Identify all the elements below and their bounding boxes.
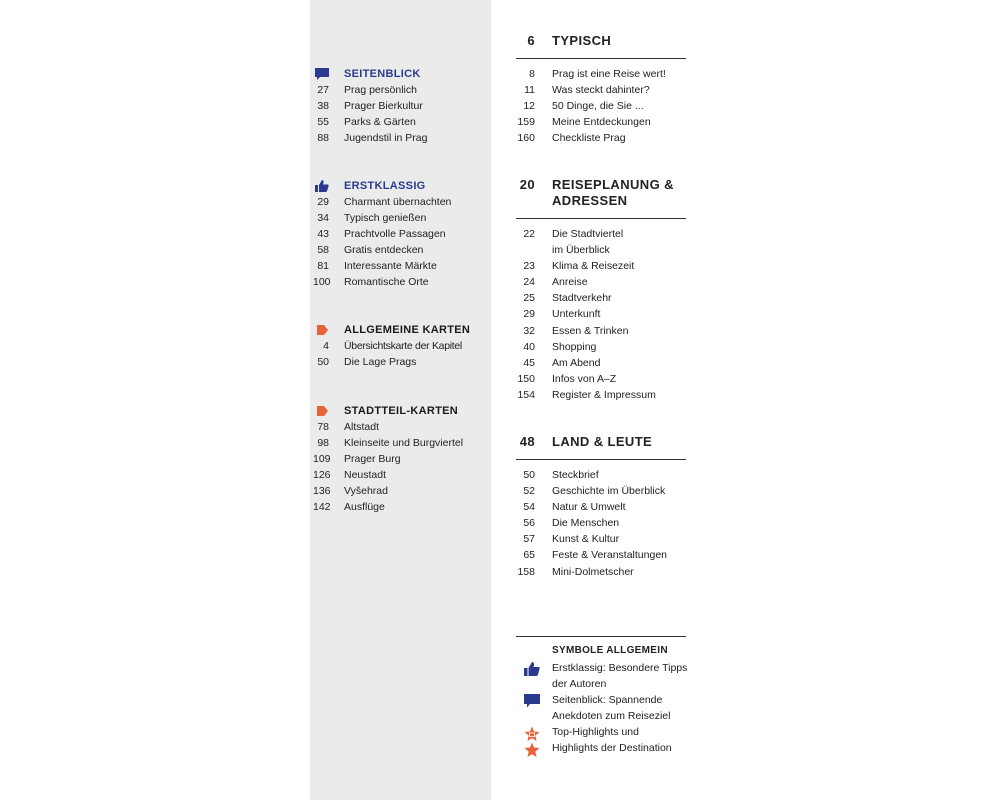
chapter-page-number: 20 [519, 177, 535, 192]
chapter-land-leute [516, 434, 686, 450]
list-item[interactable] [516, 290, 686, 306]
page-number: 98 [317, 437, 329, 450]
item-label: Meine Entdeckungen [552, 116, 651, 129]
item-label: Charmant übernachten [344, 196, 452, 208]
star-icon [524, 742, 540, 758]
chapter-title: TYPISCH [552, 33, 612, 48]
list-item[interactable] [516, 531, 686, 547]
list-item[interactable] [313, 226, 488, 242]
item-label: Feste & Veranstaltungen [552, 549, 667, 562]
item-label: Romantische Orte [344, 276, 429, 289]
page-number: 32 [523, 324, 535, 337]
list-item[interactable] [313, 114, 488, 130]
list-item[interactable] [313, 338, 488, 354]
page-number: 4 [323, 340, 329, 352]
page-number: 34 [317, 212, 329, 225]
list-item[interactable] [516, 82, 686, 98]
list-item[interactable] [313, 130, 488, 146]
page-number: 78 [317, 421, 329, 433]
item-label: Essen & Trinken [552, 324, 629, 337]
section-title: SEITENBLICK [344, 68, 421, 80]
list-item[interactable] [313, 98, 488, 114]
item-label: Ausflüge [344, 501, 385, 514]
item-label: Prag ist eine Reise wert! [552, 68, 666, 80]
page-number: 150 [517, 372, 535, 385]
list-item[interactable] [516, 130, 686, 146]
page-number: 136 [313, 485, 331, 498]
item-label: Klima & Reisezeit [552, 260, 635, 273]
item-label: Infos von A–Z [552, 372, 617, 385]
item-label: Die Lage Prags [344, 356, 417, 369]
list-item[interactable] [313, 274, 488, 290]
item-label: 50 Dinge, die Sie ... [552, 100, 644, 113]
item-label: Parks & Gärten [344, 116, 416, 129]
legend-text-line: Highlights der Destination [552, 742, 672, 754]
section-title: ALLGEMEINE KARTEN [344, 324, 471, 336]
chapter-typisch [516, 33, 686, 49]
item-label: Anreise [552, 276, 588, 289]
page-number: 8 [529, 68, 535, 80]
chapter-divider [516, 218, 686, 219]
item-label: Register & Impressum [552, 388, 656, 401]
map-tag-icon [315, 324, 329, 336]
list-item[interactable] [516, 564, 686, 580]
list-item[interactable] [516, 499, 686, 515]
legend-text-line: Anekdoten zum Reiseziel [552, 710, 671, 722]
page-number: 25 [523, 292, 535, 305]
page-number: 23 [523, 260, 535, 273]
item-label: im Überblick [552, 244, 610, 257]
page-number: 65 [523, 549, 535, 562]
section-header [313, 322, 488, 338]
speech-bubble-icon [315, 68, 329, 80]
list-item[interactable] [516, 306, 686, 322]
item-label: Am Abend [552, 356, 601, 369]
map-tag-icon [315, 405, 329, 417]
item-label: Prager Bierkultur [344, 100, 423, 113]
item-label: Unterkunft [552, 308, 601, 321]
chapter-page-number: 48 [519, 434, 535, 449]
section-header [313, 66, 488, 82]
page-number: 54 [523, 501, 535, 514]
section-title: ERSTKLASSIG [344, 180, 426, 192]
item-label: Checkliste Prag [552, 132, 626, 145]
page-number: 50 [317, 356, 329, 369]
chapter-divider [516, 58, 686, 59]
page-number: 52 [523, 485, 535, 498]
list-item[interactable] [516, 242, 686, 258]
page-number: 50 [523, 469, 535, 481]
item-label: Kunst & Kultur [552, 533, 620, 546]
chapter-header[interactable] [516, 177, 686, 209]
list-item[interactable] [516, 355, 686, 371]
page-number: 55 [317, 116, 329, 129]
item-label: Interessante Märkte [344, 260, 437, 273]
page-number: 43 [317, 228, 329, 241]
page-number: 154 [517, 388, 535, 401]
page-number: 57 [523, 533, 535, 546]
list-item[interactable] [516, 114, 686, 130]
page-number: 100 [313, 276, 331, 289]
list-item[interactable] [313, 354, 488, 370]
page-number: 159 [517, 116, 535, 129]
page-number: 142 [313, 501, 331, 514]
list-item[interactable] [516, 226, 686, 242]
page-number: 158 [517, 565, 535, 578]
list-item[interactable] [313, 210, 488, 226]
legend-text-line: der Autoren [552, 678, 607, 690]
thumbs-up-icon [315, 180, 329, 192]
list-item[interactable] [516, 483, 686, 499]
page-number: 38 [317, 100, 329, 113]
sidebar-section-allgemeine-karten [313, 322, 488, 370]
list-item[interactable] [516, 547, 686, 563]
chapter-divider [516, 459, 686, 460]
list-item[interactable] [313, 194, 488, 210]
page-number: 160 [517, 132, 535, 145]
list-item[interactable] [516, 515, 686, 531]
list-item[interactable] [313, 499, 488, 515]
item-label: Altstadt [344, 421, 380, 433]
page-number: 126 [313, 469, 331, 482]
list-item[interactable] [516, 323, 686, 339]
page-number: 29 [317, 196, 329, 208]
list-item[interactable] [516, 258, 686, 274]
list-item[interactable] [516, 387, 686, 403]
chapter-page-number: 6 [527, 33, 535, 48]
thumbs-up-icon [524, 662, 540, 676]
chapter-title: REISEPLANUNG & ADRESSEN [552, 177, 674, 208]
item-label: Neustadt [344, 469, 387, 482]
list-item[interactable] [516, 98, 686, 114]
item-label: Gratis entdecken [344, 244, 424, 257]
top-highlight-star-icon [524, 726, 540, 742]
page-number: 58 [317, 244, 329, 257]
page-number: 11 [524, 84, 535, 97]
legend-text-line: Seitenblick: Spannende [552, 694, 663, 706]
page-number: 45 [523, 356, 535, 369]
list-item[interactable] [516, 467, 686, 483]
section-header [313, 403, 488, 419]
list-item[interactable] [313, 451, 488, 467]
sidebar-section-erstklassig [313, 178, 488, 291]
list-item[interactable] [516, 339, 686, 355]
legend-title: SYMBOLE ALLGEMEIN [552, 645, 668, 656]
chapter-header[interactable] [516, 434, 686, 450]
item-label: Prager Burg [344, 453, 401, 466]
chapter-list [516, 66, 686, 146]
item-label: Kleinseite und Burgviertel [344, 437, 464, 450]
page-number: 40 [523, 340, 535, 353]
item-label: Vyšehrad [344, 485, 388, 498]
section-title: STADTTEIL-KARTEN [344, 405, 458, 417]
item-label: Übersichtskarte der Kapitel [344, 340, 462, 352]
item-label: Mini-Dolmetscher [552, 565, 634, 578]
list-item[interactable] [313, 419, 488, 435]
list-item[interactable] [516, 66, 686, 82]
list-item[interactable] [313, 467, 488, 483]
page-number: 22 [523, 228, 535, 240]
page-number: 24 [523, 276, 535, 289]
page-number: 81 [317, 260, 329, 273]
legend-text-line: Top-Highlights und [552, 726, 639, 738]
legend-divider [516, 636, 686, 637]
item-label: Steckbrief [552, 469, 599, 481]
page-number: 109 [313, 453, 331, 466]
item-label: Natur & Umwelt [552, 501, 626, 514]
chapter-list [516, 467, 686, 580]
item-label: Stadtverkehr [552, 292, 612, 305]
chapter-title: LAND & LEUTE [552, 434, 653, 449]
page-number: 56 [523, 517, 535, 530]
legend-text-line: Erstklassig: Besondere Tipps [552, 662, 688, 674]
item-label: Typisch genießen [344, 212, 427, 225]
list-item[interactable] [516, 371, 686, 387]
list-item[interactable] [313, 82, 488, 98]
page-number: 88 [317, 132, 329, 145]
page-number: 27 [317, 84, 329, 96]
speech-bubble-icon [524, 694, 540, 708]
chapter-reiseplanung [516, 177, 686, 209]
item-label: Was steckt dahinter? [552, 84, 650, 97]
list-item[interactable] [313, 258, 488, 274]
section-header [313, 178, 488, 194]
chapter-list [516, 226, 686, 403]
chapter-header[interactable] [516, 33, 686, 49]
item-label: Prachtvolle Passagen [344, 228, 446, 241]
sidebar-section-seitenblick [313, 66, 488, 146]
list-item[interactable] [313, 435, 488, 451]
list-item[interactable] [516, 274, 686, 290]
page-number: 12 [523, 100, 535, 113]
item-label: Die Stadtviertel [552, 228, 624, 240]
item-label: Prag persönlich [344, 84, 417, 96]
item-label: Shopping [552, 340, 597, 353]
item-label: Jugendstil in Prag [344, 132, 428, 145]
list-item[interactable] [313, 483, 488, 499]
list-item[interactable] [313, 242, 488, 258]
sidebar-section-stadtteil-karten [313, 403, 488, 516]
item-label: Die Menschen [552, 517, 620, 530]
page-number: 29 [523, 308, 535, 321]
item-label: Geschichte im Überblick [552, 485, 666, 498]
